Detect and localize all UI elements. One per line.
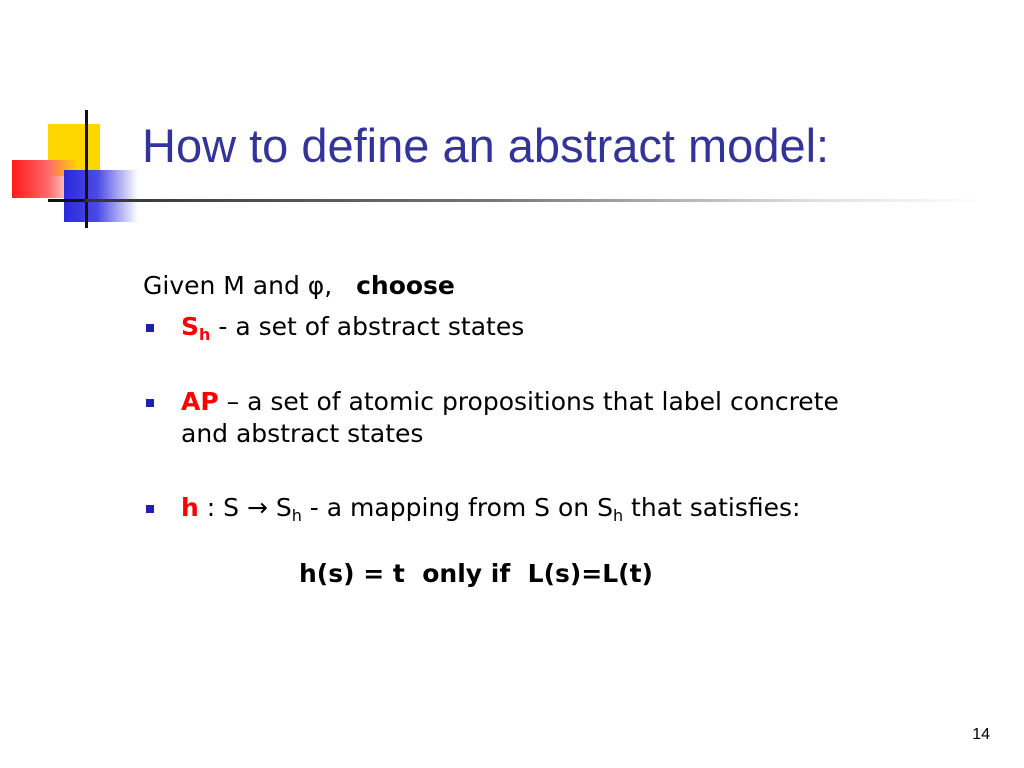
term-ap: AP (181, 387, 219, 416)
bullet-item-ap-continuation (181, 418, 423, 450)
term-sh: $S_h$ (181, 312, 211, 344)
intro-bold: choose (356, 271, 455, 300)
slide-title: How to define an abstract model: (142, 119, 830, 172)
bullet-text-line1: – a set of atomic propositions that label concrete (218, 387, 839, 416)
page-number: 14 (972, 726, 990, 743)
title-divider (85, 199, 985, 202)
term-h: h (181, 493, 199, 522)
bullet-item-states (181, 311, 524, 343)
logo-blue-square (64, 170, 138, 222)
intro-line (143, 270, 455, 302)
bullet-marker (146, 399, 154, 407)
logo-vertical-line (85, 110, 88, 228)
bullet-item-mapping: h : $S \to S_h - a$ mapping from S on $S_h$ that satisfies: (181, 493, 801, 525)
intro-text: Given M and φ, (143, 271, 333, 300)
bullet-marker (146, 505, 154, 513)
bullet-marker (146, 324, 154, 332)
bullet-text: - a set of abstract states (210, 312, 525, 341)
slide-logo (0, 0, 150, 240)
bullet-item-ap (181, 386, 839, 418)
formula: h(s) = t only if L(s)=L(t) (299, 559, 653, 588)
bullet-text-line2: and abstract states (181, 419, 424, 448)
